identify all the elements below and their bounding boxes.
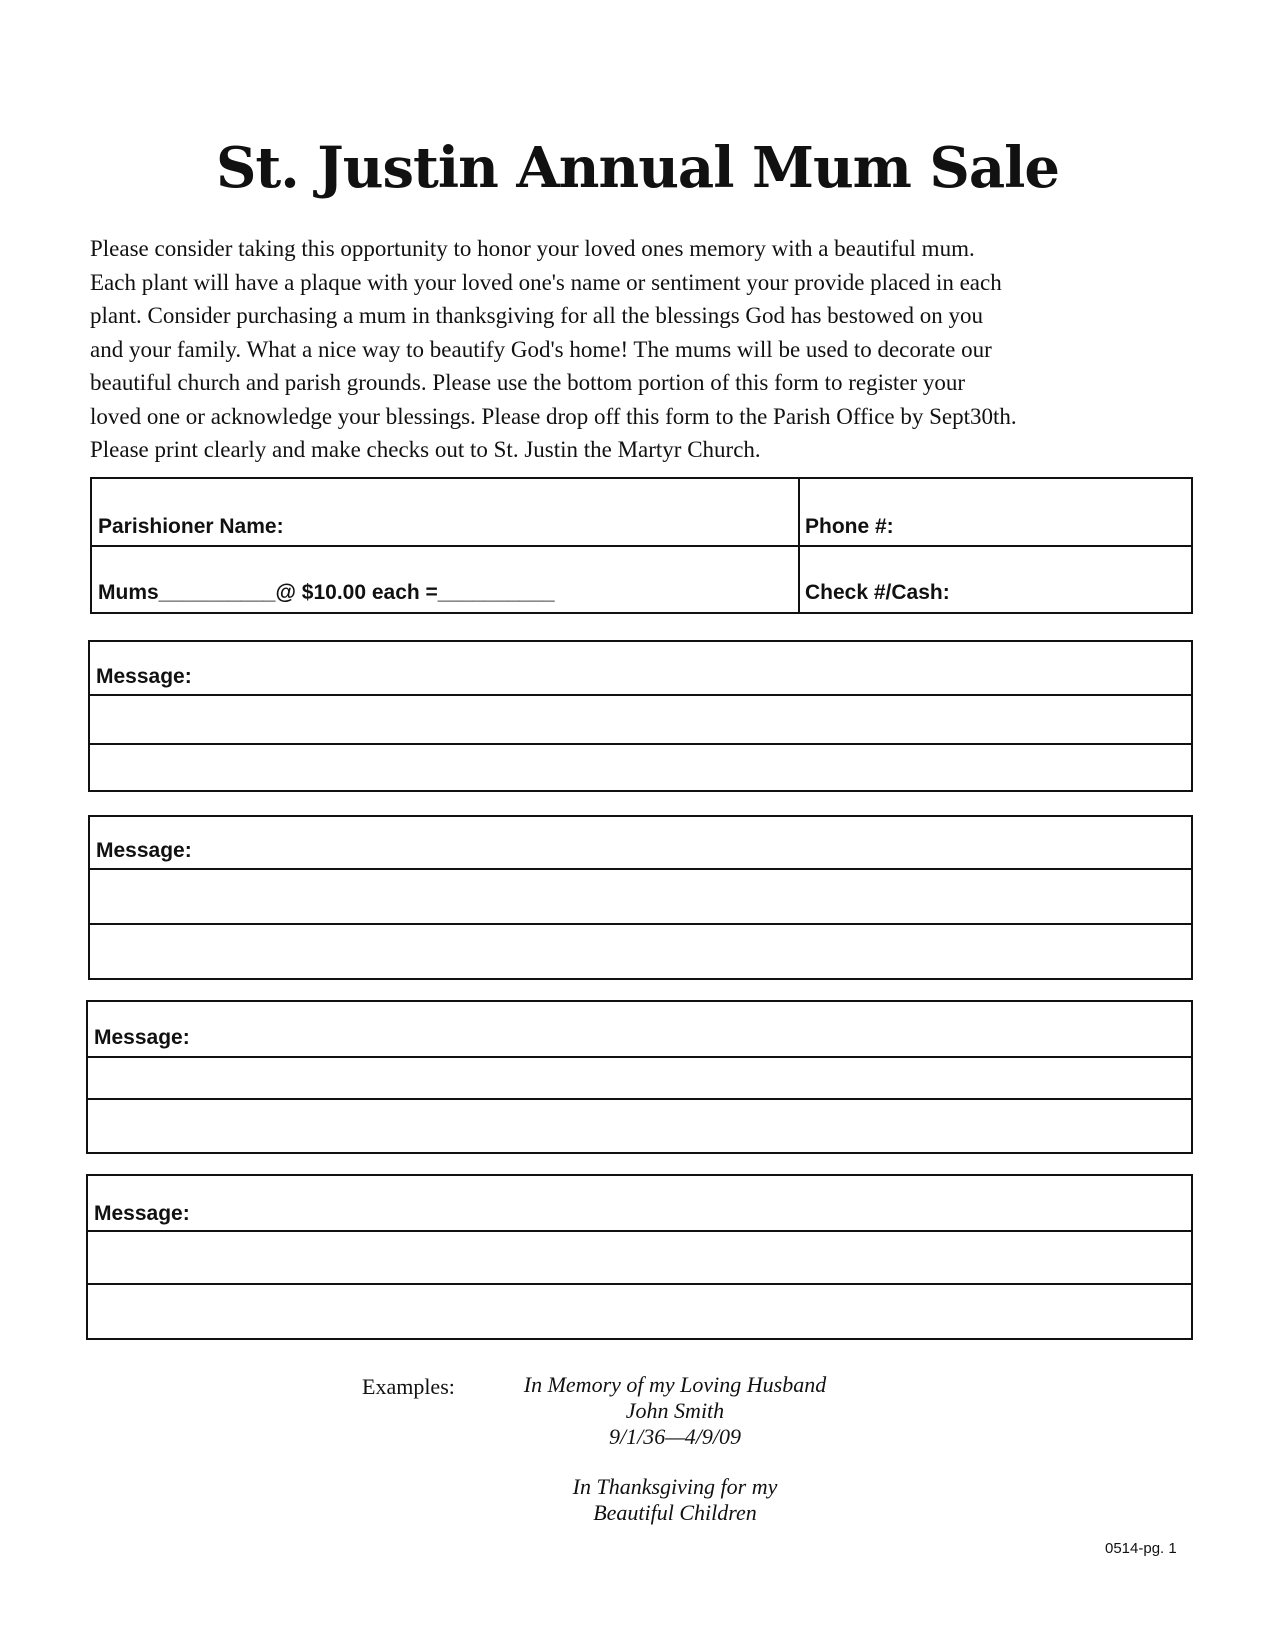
message-label: Message: [96, 665, 192, 688]
example-thanksgiving [470, 1474, 880, 1526]
example-line: In Thanksgiving for my [572, 1474, 778, 1499]
message-box [86, 1174, 1193, 1340]
message-line-2[interactable] [90, 743, 1192, 745]
row-divider [92, 545, 1192, 547]
message-label: Message: [94, 1202, 190, 1225]
example-line: 9/1/36—4/9/09 [608, 1424, 741, 1449]
intro-line: loved one or acknowledge your blessings. Please drop off this form to the Parish Office by Sept30th. [90, 403, 1017, 429]
check-cash-field[interactable]: Check #/Cash: [805, 581, 950, 604]
page-title: St. Justin Annual Mum Sale [215, 135, 1060, 201]
message-line-2[interactable] [88, 1283, 1192, 1285]
message-box [88, 640, 1193, 792]
message-line-1[interactable] [90, 868, 1192, 870]
parishioner-name-field[interactable]: Parishioner Name: [98, 515, 284, 538]
message-line-2[interactable] [90, 923, 1192, 925]
example-line: Beautiful Children [593, 1500, 757, 1525]
intro-line: Please consider taking this opportunity to honor your loved ones memory with a beautiful mum. [90, 236, 975, 261]
message-label: Message: [96, 839, 192, 862]
example-line: In Memory of my Loving Husband [523, 1372, 827, 1397]
example-memory [470, 1372, 880, 1450]
intro-line: Please print clearly and make checks out to St. Justin the Martyr Church. [90, 437, 761, 462]
message-line-2[interactable] [88, 1098, 1192, 1100]
message-line-1[interactable] [90, 694, 1192, 696]
mums-quantity-field[interactable]: Mums__________@ $10.00 each =__________ [98, 581, 555, 604]
phone-field[interactable]: Phone #: [805, 515, 894, 538]
intro-line: Each plant will have a plaque with your loved one's name or sentiment your provide placed in each [90, 269, 1002, 295]
message-box [88, 815, 1193, 980]
example-line: John Smith [625, 1398, 725, 1423]
parishioner-info-box [90, 477, 1193, 614]
message-line-1[interactable] [88, 1230, 1192, 1232]
intro-line: beautiful church and parish grounds. Please use the bottom portion of this form to register your [90, 370, 966, 395]
intro-paragraph [90, 232, 1210, 467]
page-number: 0514-pg. 1 [1105, 1540, 1177, 1557]
message-label: Message: [94, 1026, 190, 1049]
intro-line: and your family. What a nice way to beautify God's home! The mums will be used to decorate our [90, 336, 992, 362]
intro-line: plant. Consider purchasing a mum in thanksgiving for all the blessings God has bestowed on you [90, 303, 984, 328]
examples-label: Examples: [362, 1374, 455, 1399]
message-box [86, 1000, 1193, 1154]
message-line-1[interactable] [88, 1056, 1192, 1058]
